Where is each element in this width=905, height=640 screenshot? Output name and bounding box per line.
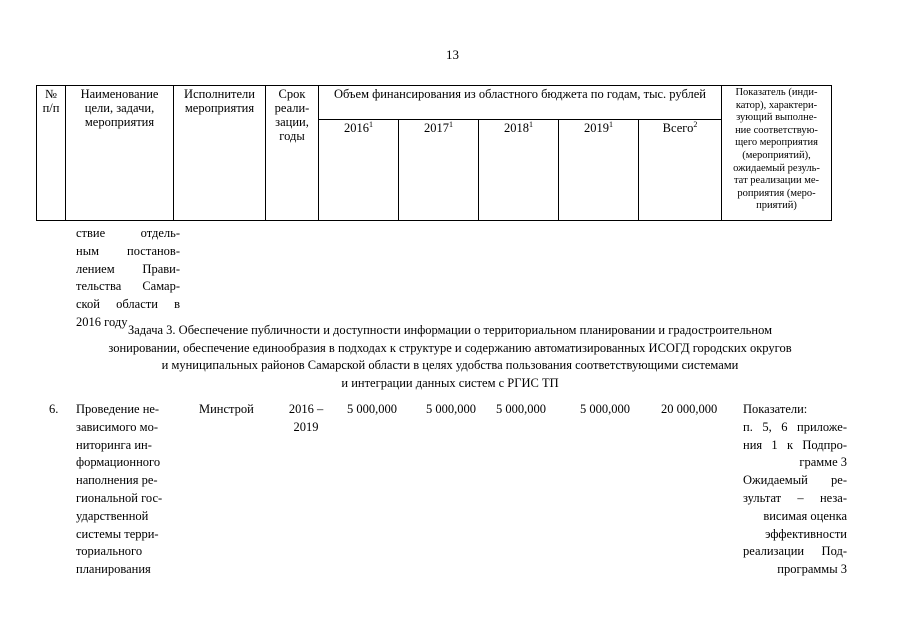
continuation-line: ствие отдель- [76,226,180,240]
row-name-line: формационного [76,455,161,470]
continuation-text [76,225,180,332]
header-indicator-line: катор), характери- [735,99,818,111]
row-indicator-line: Показатели: [743,402,808,416]
header-year-2018: 2018$^1$ [479,120,559,221]
header-year-2017: 2017$^1$ [399,120,479,221]
header-indicator-line: роприятия (меро- [737,187,816,199]
continuation-line: ской области в [76,297,180,312]
header-num: № п/п [37,86,66,221]
header-indicator-line: зующий выполне- [736,112,817,124]
header-funding: Объем финансирования из областного бюджета по годам, тыс. рублей [319,86,722,120]
header-indicator-line: ние соответствую- [735,124,818,136]
row-name-line: Проведение не- [76,402,160,416]
row-name-line: зависимого мо- [76,419,158,434]
row-indicator-line: зультат – неза- [743,490,847,505]
row-number: 6. [49,402,59,416]
row-name-line: ториального [76,544,143,559]
row-term [282,401,330,437]
continuation-line: лением Прави- [76,261,180,276]
row-value-2018: 5 000,000 [496,402,546,416]
row-value-total: 20 000,000 [661,402,718,416]
header-indicator [722,86,832,221]
task-line: Задача 3. Обеспечение публичности и доступности информации о территориальном планировании и градостроительном [128,323,772,337]
row-value-2017: 5 000,000 [426,402,476,416]
row-indicator-line: грамме 3 [799,455,847,470]
task-line: и муниципальных районов Самарской области в целях удобства пользования соответствующими системами [161,358,739,372]
row-value-2016: 5 000,000 [347,402,397,416]
task-line: зонировании, обеспечение единообразия в подходах к структуре и содержанию автоматизированных ИСОГД городских округов [108,340,792,355]
task-heading [30,322,870,392]
row-name-line: ниторинга ин- [76,437,152,452]
header-executors: Исполнители мероприятия [174,86,266,221]
row-name-line: ударственной [76,508,149,523]
header-term: Срок реали-зации, годы [266,86,319,221]
row-indicator-line: Ожидаемый ре- [743,473,847,488]
continuation-line: ным постанов- [76,243,180,258]
table-header [36,85,832,221]
header-total: Всего$^2$ [639,120,722,221]
header-indicator-line: (мероприятий), [742,149,811,161]
row-executor: Минстрой [199,402,254,416]
header-name: Наименование цели, задачи, мероприятия [66,86,174,221]
row-indicator-line: ния 1 к Подпро- [743,437,847,452]
task-line: и интеграции данных систем с РГИС ТП [341,375,559,390]
row-name-line: гиональной гос- [76,490,163,505]
row-name [76,401,180,579]
row-name-line: планирования [76,562,151,577]
header-year-2019: 2019$^1$ [559,120,639,221]
row-term-line: 2016 – [288,402,324,416]
header-indicator-line: приятий) [756,200,797,212]
header-indicator-line: ожидаемый резуль- [733,162,820,174]
row-indicator-line: реализации Под- [743,544,847,559]
header-indicator-line: тат реализации ме- [733,175,820,187]
header-indicator-line: Показатель (инди- [735,87,818,98]
page-number: 13 [446,47,459,62]
row-indicator-line: п. 5, 6 приложе- [743,419,847,434]
row-indicator-line: эффективности [765,526,847,541]
continuation-line: тельства Самар- [76,279,180,294]
header-indicator-line: щего мероприятия [735,137,818,149]
row-indicator-line: программы 3 [777,562,847,577]
row-indicator [743,401,847,579]
header-year-2016: 2016$^1$ [319,120,399,221]
row-name-line: наполнения ре- [76,473,158,488]
row-value-2019: 5 000,000 [580,402,630,416]
row-term-line: 2019 [293,419,319,434]
row-name-line: системы терри- [76,526,159,541]
continuation-line: 2016 году [76,314,128,329]
row-indicator-line: висимая оценка [763,508,847,523]
